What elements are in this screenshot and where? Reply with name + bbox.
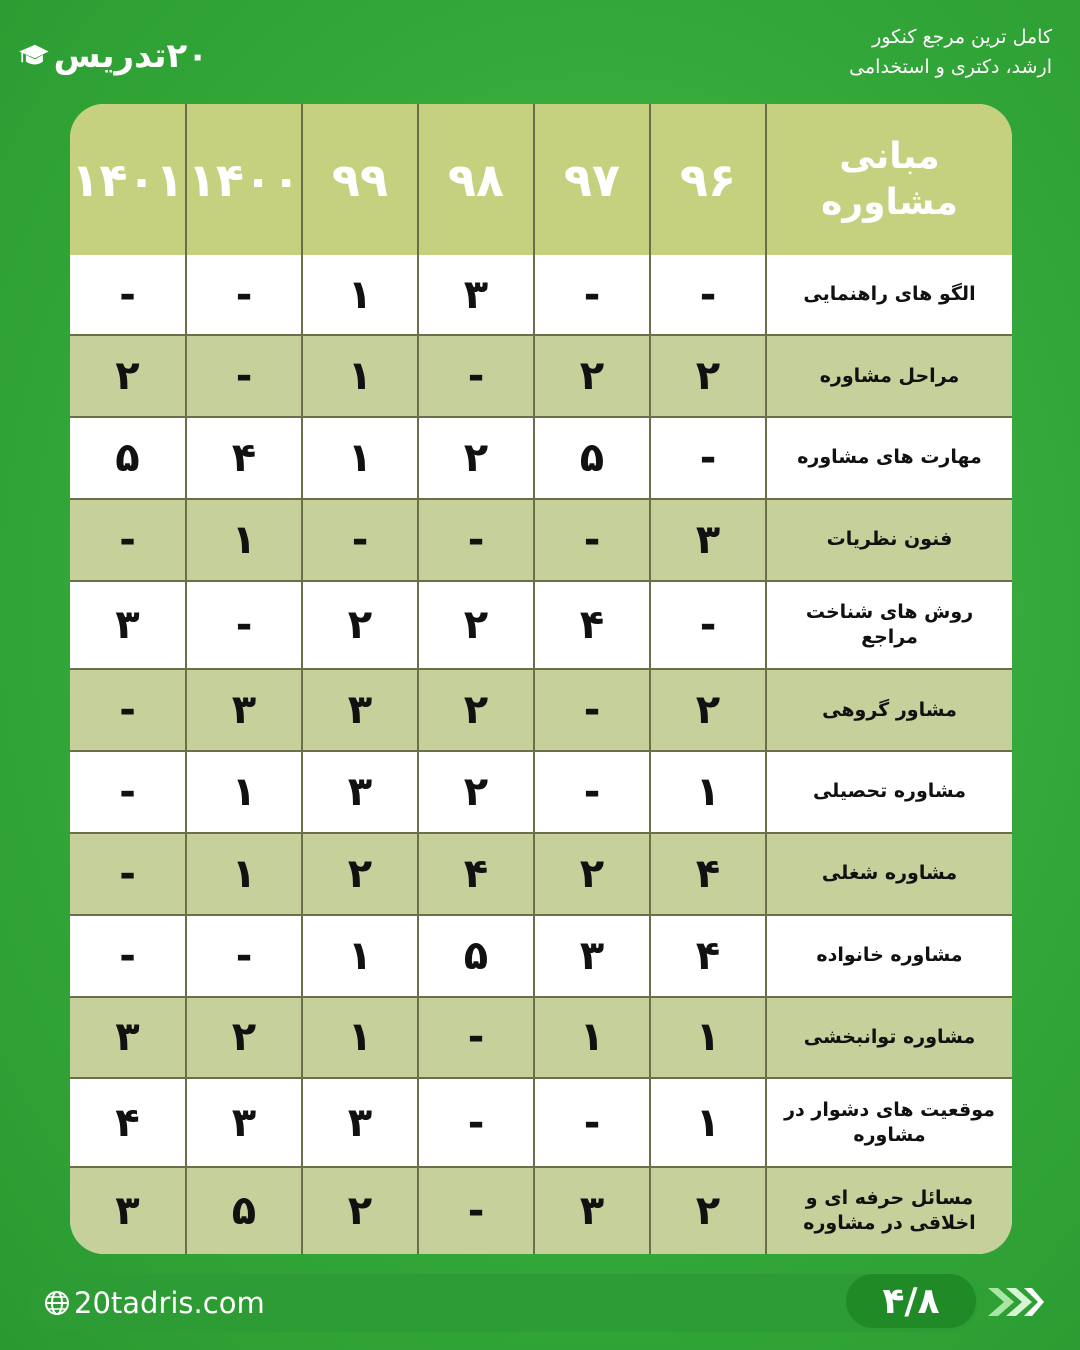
header-year: ۹۹ bbox=[302, 104, 418, 255]
website-text: 20tadris.com bbox=[74, 1286, 265, 1320]
count-cell: ۴ bbox=[650, 915, 766, 997]
count-cell: ۴ bbox=[418, 833, 534, 915]
row-topic: فنون نظریات bbox=[766, 499, 1012, 581]
count-cell: ۱ bbox=[302, 915, 418, 997]
brand-logo bbox=[18, 30, 208, 82]
count-cell: ۳ bbox=[302, 1078, 418, 1167]
next-arrow-icon[interactable] bbox=[984, 1284, 1046, 1320]
website-link[interactable] bbox=[44, 1283, 265, 1323]
table-row bbox=[70, 997, 1012, 1079]
header-year: ۹۸ bbox=[418, 104, 534, 255]
count-cell: - bbox=[650, 255, 766, 335]
count-cell: ۲ bbox=[650, 335, 766, 417]
table-header-row bbox=[70, 104, 1012, 255]
row-topic: مشاوره تحصیلی bbox=[766, 751, 1012, 833]
logo-text: ۲۰تدریس bbox=[53, 36, 208, 76]
count-cell: - bbox=[418, 1078, 534, 1167]
count-cell: ۵ bbox=[534, 417, 650, 499]
count-cell: - bbox=[70, 255, 186, 335]
count-cell: ۳ bbox=[186, 1078, 302, 1167]
count-cell: ۱ bbox=[650, 997, 766, 1079]
table-row bbox=[70, 417, 1012, 499]
count-cell: ۲ bbox=[418, 581, 534, 670]
row-topic: مشاوره شغلی bbox=[766, 833, 1012, 915]
header-year: ۱۴۰۱ bbox=[70, 104, 186, 255]
count-cell: ۳ bbox=[534, 1167, 650, 1254]
tagline-line2: ارشد، دکتری و استخدامی bbox=[849, 56, 1052, 78]
globe-icon bbox=[44, 1290, 70, 1316]
count-cell: ۲ bbox=[534, 833, 650, 915]
table-row bbox=[70, 915, 1012, 997]
count-cell: - bbox=[534, 499, 650, 581]
count-cell: ۱ bbox=[186, 751, 302, 833]
count-cell: ۱ bbox=[302, 255, 418, 335]
count-cell: ۱ bbox=[302, 335, 418, 417]
row-topic: مهارت های مشاوره bbox=[766, 417, 1012, 499]
count-cell: - bbox=[186, 255, 302, 335]
count-cell: ۱ bbox=[302, 997, 418, 1079]
row-topic: مشاور گروهی bbox=[766, 669, 1012, 751]
count-cell: - bbox=[70, 751, 186, 833]
count-cell: - bbox=[70, 833, 186, 915]
stats-table-card bbox=[70, 104, 1012, 1254]
row-topic: مشاوره خانواده bbox=[766, 915, 1012, 997]
count-cell: ۳ bbox=[302, 751, 418, 833]
count-cell: ۲ bbox=[650, 669, 766, 751]
count-cell: - bbox=[418, 997, 534, 1079]
table-row bbox=[70, 335, 1012, 417]
count-cell: - bbox=[186, 335, 302, 417]
count-cell: ۵ bbox=[418, 915, 534, 997]
count-cell: - bbox=[302, 499, 418, 581]
count-cell: ۲ bbox=[650, 1167, 766, 1254]
count-cell: - bbox=[186, 915, 302, 997]
count-cell: ۴ bbox=[650, 833, 766, 915]
table-row bbox=[70, 1167, 1012, 1254]
page-indicator: ۴/۸ bbox=[846, 1274, 976, 1328]
count-cell: ۱ bbox=[534, 997, 650, 1079]
count-cell: ۱ bbox=[650, 751, 766, 833]
count-cell: - bbox=[534, 751, 650, 833]
count-cell: - bbox=[418, 1167, 534, 1254]
count-cell: ۴ bbox=[534, 581, 650, 670]
count-cell: ۲ bbox=[418, 417, 534, 499]
row-topic: مشاوره توانبخشی bbox=[766, 997, 1012, 1079]
count-cell: ۲ bbox=[302, 833, 418, 915]
graduation-cap-icon bbox=[18, 32, 50, 80]
count-cell: - bbox=[418, 499, 534, 581]
row-topic: مراحل مشاوره bbox=[766, 335, 1012, 417]
tagline-line1: کامل ترین مرجع کنکور bbox=[872, 26, 1052, 48]
count-cell: - bbox=[186, 581, 302, 670]
table-row bbox=[70, 581, 1012, 670]
count-cell: - bbox=[418, 335, 534, 417]
count-cell: ۵ bbox=[186, 1167, 302, 1254]
count-cell: - bbox=[70, 915, 186, 997]
count-cell: - bbox=[534, 1078, 650, 1167]
count-cell: ۳ bbox=[70, 581, 186, 670]
count-cell: ۵ bbox=[70, 417, 186, 499]
row-topic: روش های شناخت مراجع bbox=[766, 581, 1012, 670]
count-cell: ۱ bbox=[302, 417, 418, 499]
count-cell: ۱ bbox=[650, 1078, 766, 1167]
count-cell: ۳ bbox=[302, 669, 418, 751]
count-cell: - bbox=[534, 669, 650, 751]
count-cell: ۲ bbox=[70, 335, 186, 417]
count-cell: ۴ bbox=[70, 1078, 186, 1167]
table-row bbox=[70, 833, 1012, 915]
header-year: ۱۴۰۰ bbox=[186, 104, 302, 255]
row-topic: الگو های راهنمایی bbox=[766, 255, 1012, 335]
count-cell: ۳ bbox=[70, 997, 186, 1079]
count-cell: ۳ bbox=[650, 499, 766, 581]
count-cell: ۲ bbox=[302, 1167, 418, 1254]
table-row bbox=[70, 1078, 1012, 1167]
count-cell: - bbox=[534, 255, 650, 335]
count-cell: - bbox=[70, 499, 186, 581]
table-row bbox=[70, 751, 1012, 833]
row-topic: مسائل حرفه ای و اخلاقی در مشاوره bbox=[766, 1167, 1012, 1254]
count-cell: ۲ bbox=[302, 581, 418, 670]
count-cell: - bbox=[70, 669, 186, 751]
header-year: ۹۷ bbox=[534, 104, 650, 255]
count-cell: ۲ bbox=[418, 751, 534, 833]
count-cell: ۳ bbox=[418, 255, 534, 335]
count-cell: - bbox=[650, 581, 766, 670]
count-cell: ۳ bbox=[186, 669, 302, 751]
count-cell: ۲ bbox=[186, 997, 302, 1079]
count-cell: ۴ bbox=[186, 417, 302, 499]
count-cell: ۱ bbox=[186, 499, 302, 581]
count-cell: ۱ bbox=[186, 833, 302, 915]
count-cell: ۳ bbox=[70, 1167, 186, 1254]
stats-table bbox=[70, 104, 1012, 1254]
table-row bbox=[70, 255, 1012, 335]
row-topic: موقعیت های دشوار در مشاوره bbox=[766, 1078, 1012, 1167]
table-row bbox=[70, 499, 1012, 581]
count-cell: ۲ bbox=[534, 335, 650, 417]
header-topic: مبانی مشاوره bbox=[766, 104, 1012, 255]
count-cell: - bbox=[650, 417, 766, 499]
count-cell: ۲ bbox=[418, 669, 534, 751]
tagline bbox=[732, 22, 1052, 82]
count-cell: ۳ bbox=[534, 915, 650, 997]
table-row bbox=[70, 669, 1012, 751]
header-year: ۹۶ bbox=[650, 104, 766, 255]
